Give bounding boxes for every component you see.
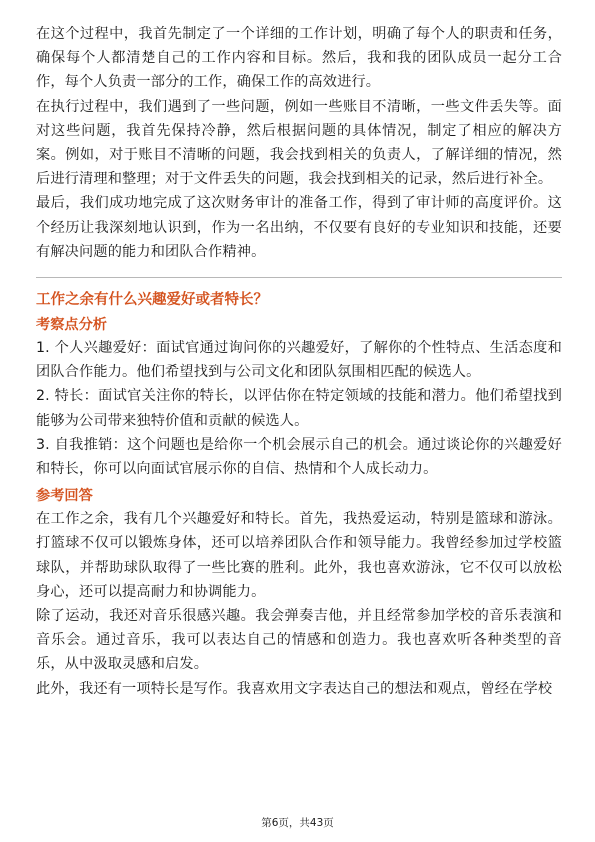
body-paragraph: 最后，我们成功地完成了这次财务审计的准备工作，得到了审计师的高度评价。这个经历让我深刻地认识到，作为一名出纳，不仅要有良好的专业知识和技能，还要有解决问题的能力和团队合作精神。 [36,195,562,260]
page-number: 第6页，共43页 [261,817,334,829]
answer-paragraph: 除了运动，我还对音乐很感兴趣。我会弹奏吉他，并且经常参加学校的音乐表演和音乐会。通过音乐，我可以表达自己的情感和创造力。我也喜欢听各种类型的音乐，从中汲取灵感和启发。 [36,608,562,673]
analysis-item: 1. 个人兴趣爱好：面试官通过询问你的兴趣爱好，了解你的个性特点、生活态度和团队合作能力。他们希望找到与公司文化和团队氛围相匹配的候选人。 [36,340,562,381]
answer-label: 参考回答 [36,488,93,505]
analysis-label: 考察点分析 [36,317,107,334]
body-paragraph: 在这个过程中，我首先制定了一个详细的工作计划，明确了每个人的职责和任务，确保每个人都清楚自己的工作内容和目标。然后，我和我的团队成员一起分工合作，每个人负责一部分的工作，确保工作的高效进行。 [36,26,562,91]
section-divider [36,277,562,278]
answer-paragraph: 此外，我还有一项特长是写作。我喜欢用文字表达自己的想法和观点，曾经在学校 [36,680,553,697]
analysis-item: 2. 特长：面试官关注你的特长，以评估你在特定领域的技能和潜力。他们希望找到能够为公司带来独特价值和贡献的候选人。 [36,388,562,429]
question-heading: 工作之余有什么兴趣爱好或者特长？ [36,292,268,309]
body-paragraph: 在执行过程中，我们遇到了一些问题，例如一些账目不清晰，一些文件丢失等。面对这些问题，我首先保持冷静，然后根据问题的具体情况，制定了相应的解决方案。例如，对于账目不清晰的问题，我会找到相关的负责人，了解详细的情况，然后进行清理和整理；对于文件丢失的问题，我会找到相关的记录，然后进行补全。 [36,98,562,188]
analysis-item: 3. 自我推销：这个问题也是给你一个机会展示自己的机会。通过谈论你的兴趣爱好和特长，你可以向面试官展示你的自信、热情和个人成长动力。 [36,436,562,478]
answer-paragraph: 在工作之余，我有几个兴趣爱好和特长。首先，我热爱运动，特别是篮球和游泳。打篮球不仅可以锻炼身体，还可以培养团队合作和领导能力。我曾经参加过学校篮球队，并帮助球队取得了一些比赛的胜利。此外，我也喜欢游泳，它不仅可以放松身心，还可以提高耐力和协调能力。 [36,511,562,600]
page-content [36,22,562,701]
